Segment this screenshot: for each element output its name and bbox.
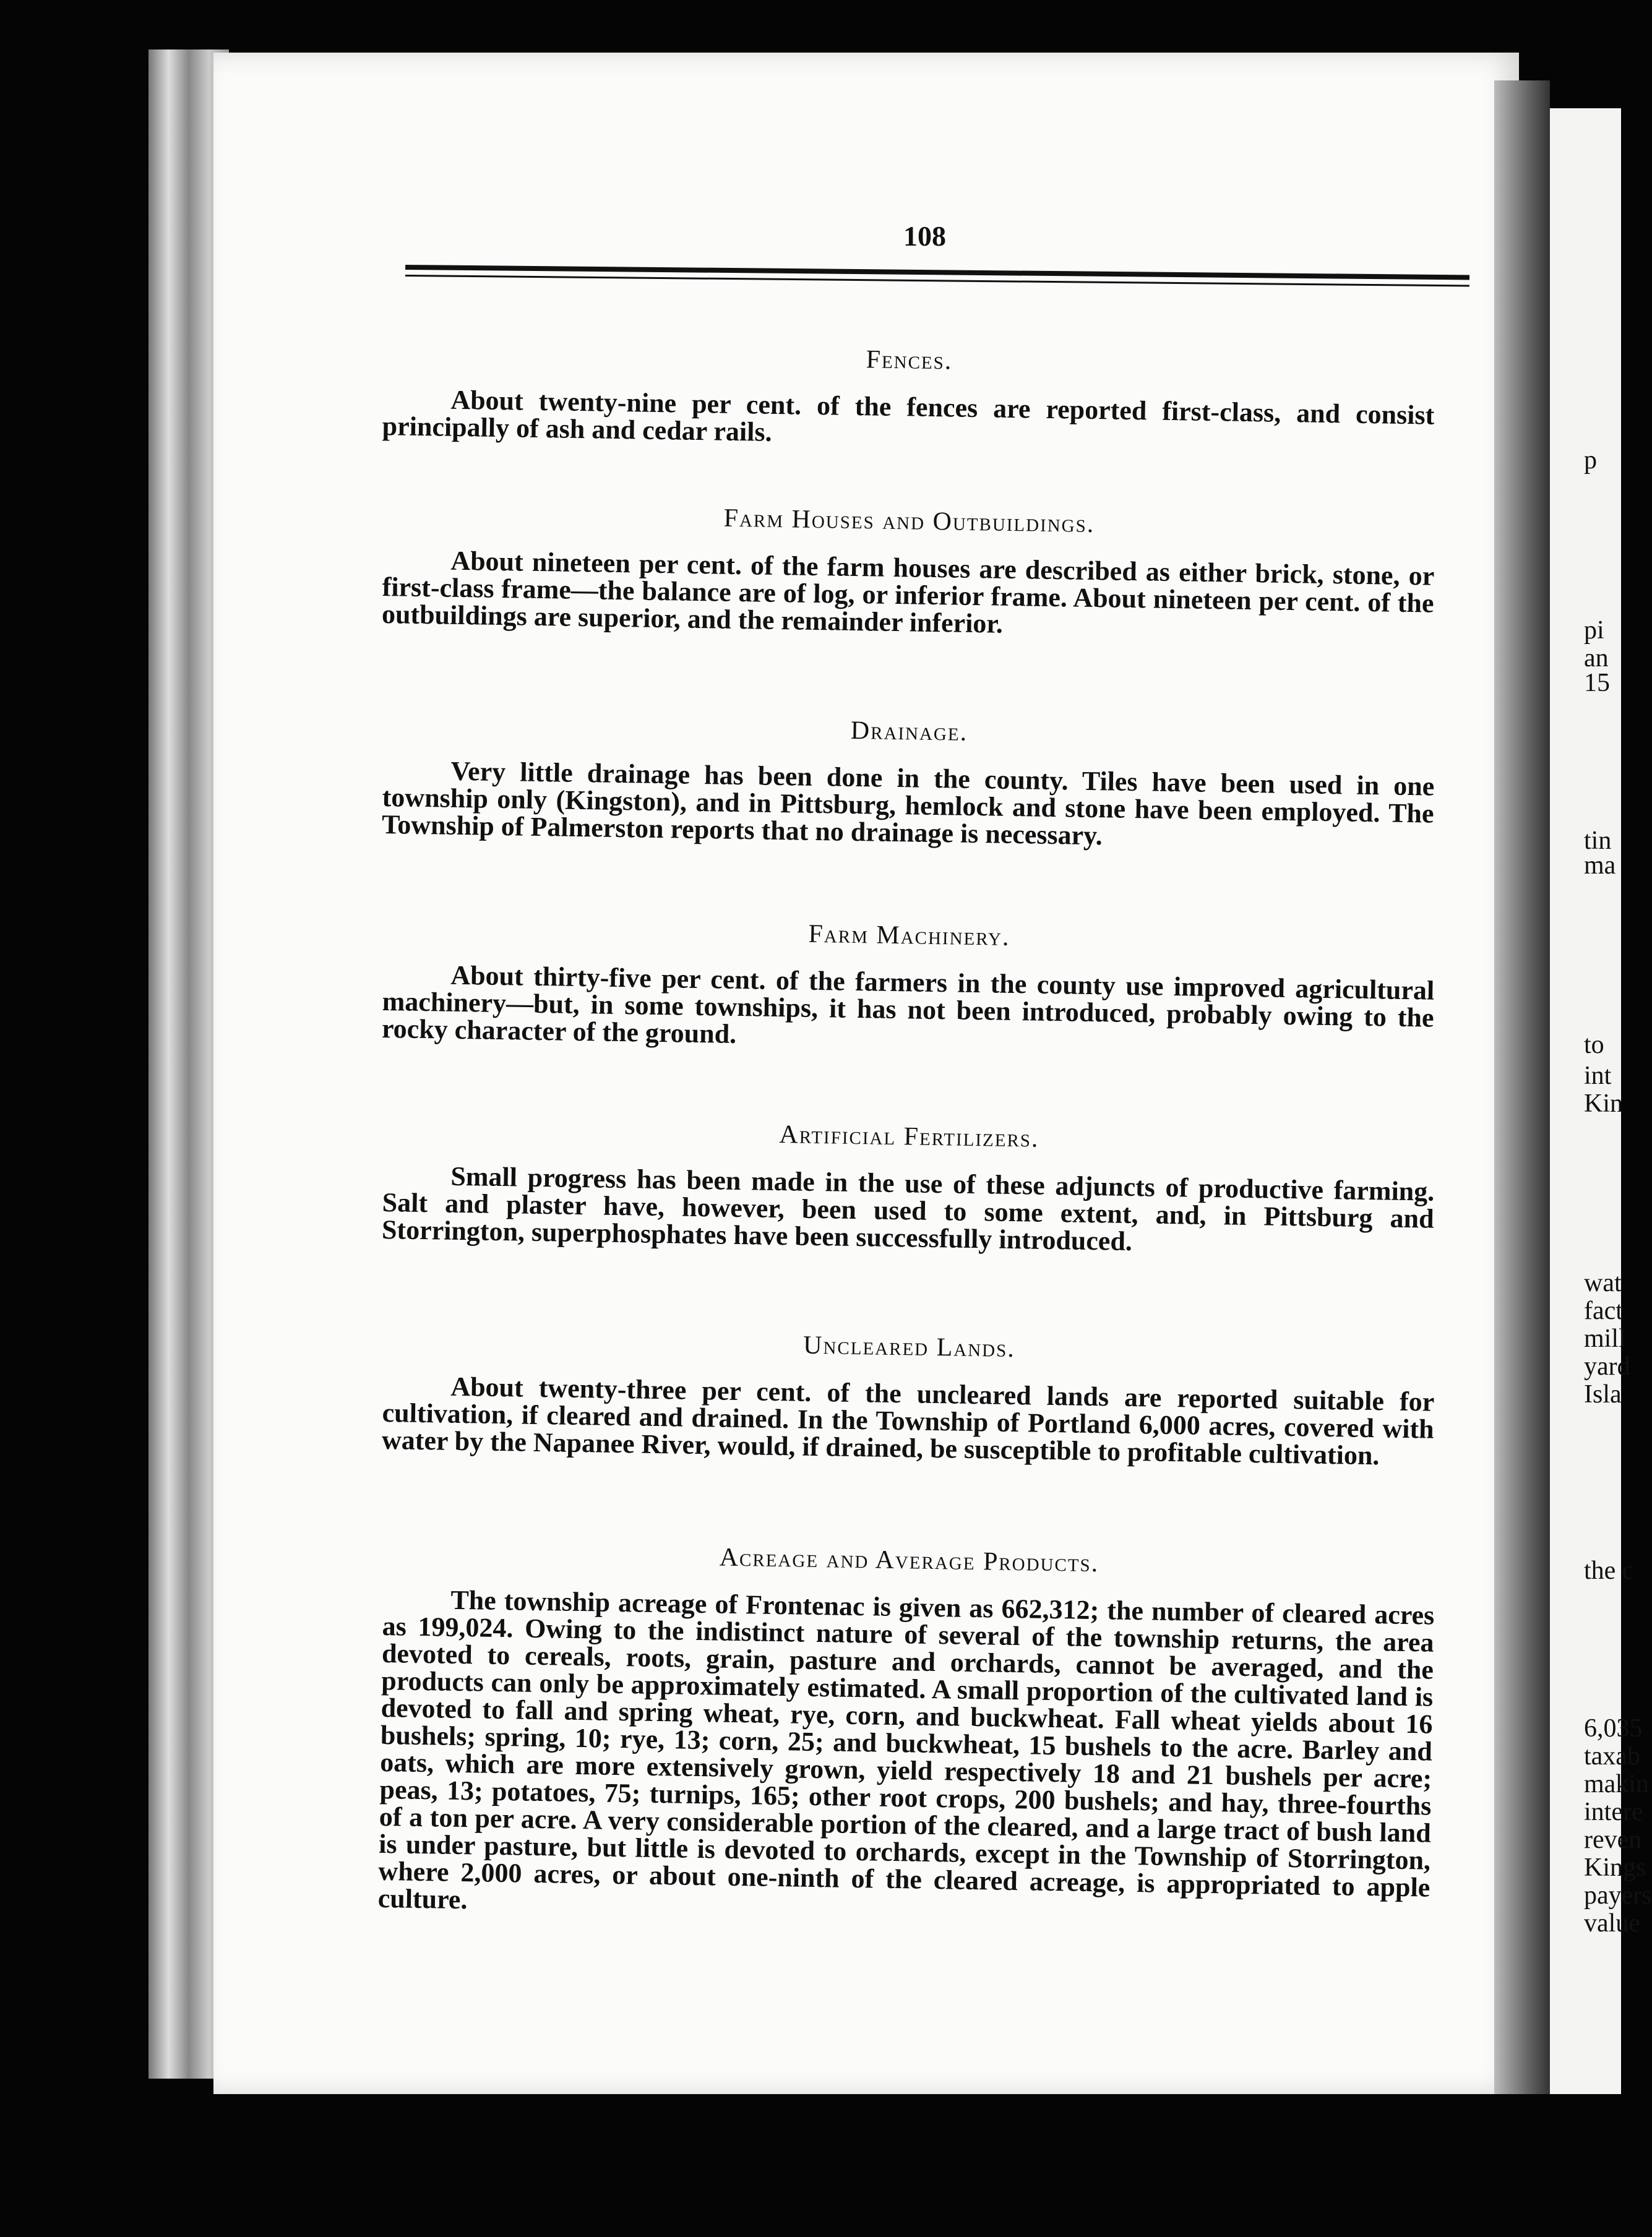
facing-page-fragment: Isla — [1584, 1380, 1622, 1409]
section-heading: Drainage. — [850, 716, 968, 747]
facing-page-fragment: Kings — [1584, 1853, 1646, 1882]
section-heading: Artificial Fertilizers. — [779, 1120, 1039, 1153]
facing-page-fragment: mill — [1584, 1325, 1626, 1353]
section-paragraph: About thirty-five per cent. of the farmers in the county use improved agricultural machinery—but, in some townships, it has not been introduced, probably owing to the rocky character of the ground. — [381, 960, 1435, 1049]
facing-page-fragment: tin — [1584, 827, 1612, 855]
section-paragraph: The township acreage of Frontenac is given as 662,312; the number of cleared acres as 199,024. Owing to the indistinct nature of several of the township returns, the area devoted to cereals, roots, grain, pasture and orchards, cannot be averaged, and the products can only be approximately estimated. A small proportion of the cultivated land is devoted to fall and spring wheat, rye, corn, and buckwheat. Fall wheat yields about 16 bushels; spring, 10; rye, 13; corn, 25; and buckwheat, 15 bushels to the acre. Barley and oats, which are more extensively grown, yield respectively 18 and 21 bushels per acre; peas, 13; potatoes, 75; turnips, 165; other root crops, 200 bushels; and hay, three-fourths of a ton per acre. A very considerable portion of the cleared, and a large tract of bush land is under pasture, but little is devoted to orchards, except in the Township of Storrington, where 2,000 acres, or about one-ninth of the cleared acreage, is appropriated to apple culture. — [377, 1584, 1435, 1915]
facing-page-fragment: makin — [1584, 1770, 1649, 1798]
section-heading: Farm Houses and Outbuildings. — [723, 504, 1095, 539]
facing-page-fragment: p — [1584, 446, 1597, 474]
section-paragraph: About twenty-nine per cent. of the fences are reported first-class, and consist principally of ash and cedar rails. — [382, 384, 1435, 447]
section-acreage-products — [377, 1537, 1435, 1929]
section-farm-houses — [382, 498, 1435, 645]
section-heading: Fences. — [866, 345, 953, 376]
facing-page-fragment: int — [1584, 1062, 1612, 1090]
facing-page-fragment: reven — [1584, 1826, 1642, 1854]
facing-page-fragment: the c — [1584, 1556, 1634, 1585]
section-farm-machinery — [382, 912, 1435, 1059]
facing-page-fragment: an — [1584, 644, 1609, 672]
section-heading: Farm Machinery. — [808, 919, 1010, 951]
facing-page-fragment: intere — [1584, 1798, 1643, 1826]
section-paragraph: Very little drainage has been done in the county. Tiles have been used in one township only (Kingston), and in Pittsburg, hemlock and stone have been employed. The Township of Palmerston reports that no drainage is necessary. — [381, 755, 1435, 851]
section-fences — [382, 337, 1435, 457]
section-paragraph: About twenty-three per cent. of the uncleared lands are reported suitable for cultivation, if cleared and drained. In the Township of Portland 6,000 acres, covered with water by the Napanee River, would, if drained, be susceptible to profitable cultivation. — [381, 1371, 1435, 1471]
facing-page-fragment: fact — [1584, 1297, 1623, 1325]
section-heading: Uncleared Lands. — [802, 1331, 1016, 1363]
section-drainage — [382, 708, 1435, 855]
facing-page-fragment: payers — [1584, 1881, 1652, 1910]
facing-page-fragment: 6,035 — [1584, 1714, 1643, 1743]
facing-page-fragment: yard — [1584, 1352, 1630, 1381]
facing-page-fragment: wat — [1584, 1269, 1622, 1297]
facing-page-fragment: 15 — [1584, 669, 1610, 697]
section-paragraph: About nineteen per cent. of the farm houses are described as either brick, stone, or first-class frame—the balance are of log, or inferior frame. About nineteen per cent. of the outbuildings are superior, and the remainder inferior. — [381, 545, 1435, 639]
facing-page-fragment: value — [1584, 1909, 1640, 1938]
page-number: 108 — [903, 220, 946, 252]
facing-page-fragment: Kin — [1584, 1089, 1623, 1118]
section-uncleared-lands — [382, 1324, 1435, 1471]
section-paragraph: Small progress has been made in the use of these adjuncts of productive farming. Salt and plaster have, however, been used to some extent, and, in Pittsburg and Storrington, superphosphates have been successfully introduced. — [381, 1161, 1435, 1257]
facing-page-fragment: pi — [1584, 616, 1604, 645]
section-artificial-fertilizers — [382, 1114, 1435, 1260]
facing-page-fragment: ma — [1584, 851, 1616, 880]
section-heading: Acreage and Average Products. — [719, 1543, 1099, 1578]
page-gutter-shadow — [1494, 80, 1550, 2094]
facing-page-fragment: taxab — [1584, 1742, 1640, 1771]
facing-page-fragment: to — [1584, 1031, 1604, 1059]
